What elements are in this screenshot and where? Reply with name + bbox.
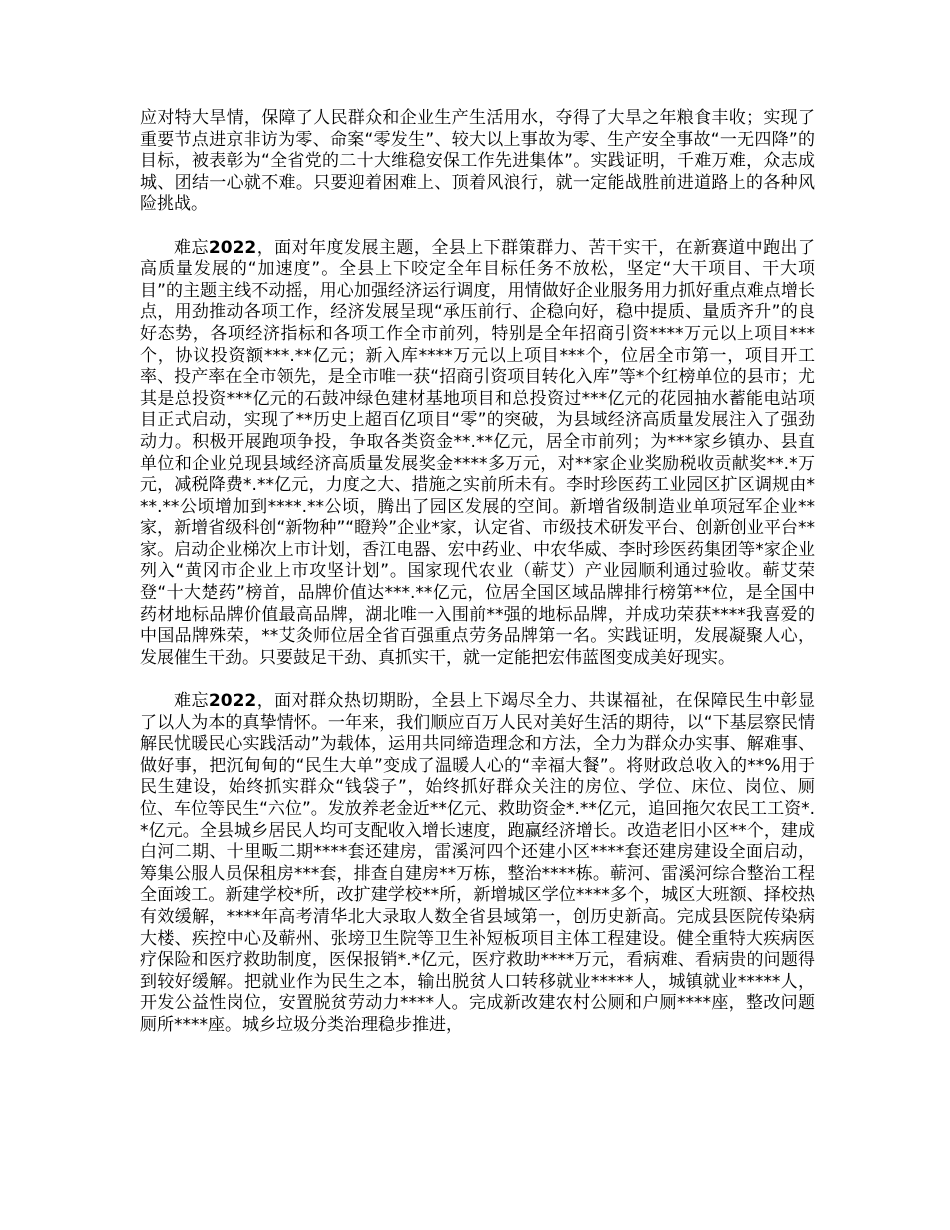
paragraph-1 [140, 108, 815, 216]
paragraph-2-year: 2022 [208, 237, 257, 258]
paragraph-3-text: ，面对群众热切期盼，全县上下竭尽全力、共谋福祉，在保障民生中彰显了以人为本的真挚情怀。一年来，我们顺应百万人民对美好生活的期待，以“下基层察民情解民忧暖民心实践活动”为载体，运用共同缔造理念和方法，全力为群众办实事、解难事、做好事，把沉甸甸的“民生大单”变成了温暖人心的“幸福大餐”。将财政总收入的**%用于民生建设，始终抓实群众“钱袋子”，始终抓好群众关注的房位、学位、床位、岗位、厕位、车位等民生“六位”。发放养老金近**亿元、救助资金*.**亿元，追回拖欠农民工工资*.*亿元。全县城乡居民人均可支配收入增长速度，跑赢经济增长。改造老旧小区**个，建成白河二期、十里畈二期****套还建房，雷溪河四个还建小区****套还建房建设全面启动，筹集公服人员保租房***套，排查自建房**万栋，整治****栋。蕲河、雷溪河综合整治工程全面竣工。新建学校*所，改扩建学校**所，新增城区学位****多个，城区大班额、择校热有效缓解，****年高考清华北大录取人数全省县域第一，创历史新高。完成县医院传染病大楼、疾控中心及蕲州、张塝卫生院等卫生补短板项目主体工程建设。健全重特大疾病医疗保险和医疗救助制度，医保报销*.*亿元，医疗救助****万元，看病难、看病贵的问题得到较好缓解。把就业作为民生之本，输出脱贫人口转移就业*****人，城镇就业*****人，开发公益性岗位，安置脱贫劳动力****人。完成新改建农村公厕和户厕****座，整改问题厕所****座。城乡垃圾分类治理稳步推进， [140, 691, 815, 1035]
paragraph-2-text: ，面对年度发展主题，全县上下群策群力、苦干实干，在新赛道中跑出了高质量发展的“加速度”。全县上下咬定全年目标任务不放松，坚定“大干项目、干大项目”的主题主线不动摇，用心加强经济运行调度，用情做好企业服务用力抓好重点难点增长点，用劲推动各项工作，经济发展呈现“承压前行、企稳向好，稳中提质、量质齐升”的良好态势，各项经济指标和各项工作全市前列，特别是全年招商引资****万元以上项目***个，协议投资额***.**亿元；新入库****万元以上项目***个，位居全市第一，项目开工率、投产率在全市领先，是全市唯一获“招商引资项目转化入库”等*个红榜单位的县市；尤其是总投资***亿元的石鼓冲绿色建材基地项目和总投资过***亿元的花园抽水蓄能电站项目正式启动，实现了**历史上超百亿项目“零”的突破，为县域经济高质量发展注入了强劲动力。积极开展跑项争投，争取各类资金**.**亿元，居全市前列；为***家乡镇办、县直单位和企业兑现县域经济高质量发展奖金****多万元，对**家企业奖励税收贡献奖**.*万元，减税降费*.**亿元，力度之大、措施之实前所未有。李时珍医药工业园区扩区调规由***.**公顷增加到****.**公顷，腾出了园区发展的空间。新增省级制造业单项冠军企业**家，新增省级科创“新物种”“瞪羚”企业*家，认定省、市级技术研发平台、创新创业平台**家。启动企业梯次上市计划，香江电器、宏中药业、中农华威、李时珍医药集团等*家企业列入“黄冈市企业上市攻坚计划”。国家现代农业（蕲艾）产业园顺利通过验收。蕲艾荣登“十大楚药”榜首，品牌价值达***.**亿元，位居全国区域品牌排行榜第**位，是全国中药材地标品牌价值最高品牌，湖北唯一入围前**强的地标品牌，并成功荣获****我喜爱的中国品牌殊荣，**艾灸师位居全省百强重点劳务品牌第一名。实践证明，发展凝聚人心，发展催生干劲。只要鼓足干劲、真抓实干，就一定能把宏伟蓝图变成美好现实。 [140, 237, 815, 668]
paragraph-3 [140, 691, 815, 1037]
paragraph-2-lead: 难忘 [174, 237, 209, 258]
paragraph-3-year: 2022 [208, 691, 257, 712]
paragraph-2 [140, 238, 815, 670]
paragraph-3-lead: 难忘 [174, 691, 209, 712]
paragraph-gap [140, 669, 815, 691]
document-body [140, 108, 815, 1037]
paragraph-1-text: 应对特大旱情，保障了人民群众和企业生产生活用水，夺得了大旱之年粮食丰收；实现了重要节点进京非访为零、命案“零发生”、较大以上事故为零、生产安全事故“一无四降”的目标，被表彰为“全省党的二十大维稳安保工作先进集体”。实践证明，千难万难，众志成城、团结一心就不难。只要迎着困难上、顶着风浪行，就一定能战胜前进道路上的各种风险挑战。 [140, 108, 815, 215]
paragraph-gap [140, 216, 815, 238]
